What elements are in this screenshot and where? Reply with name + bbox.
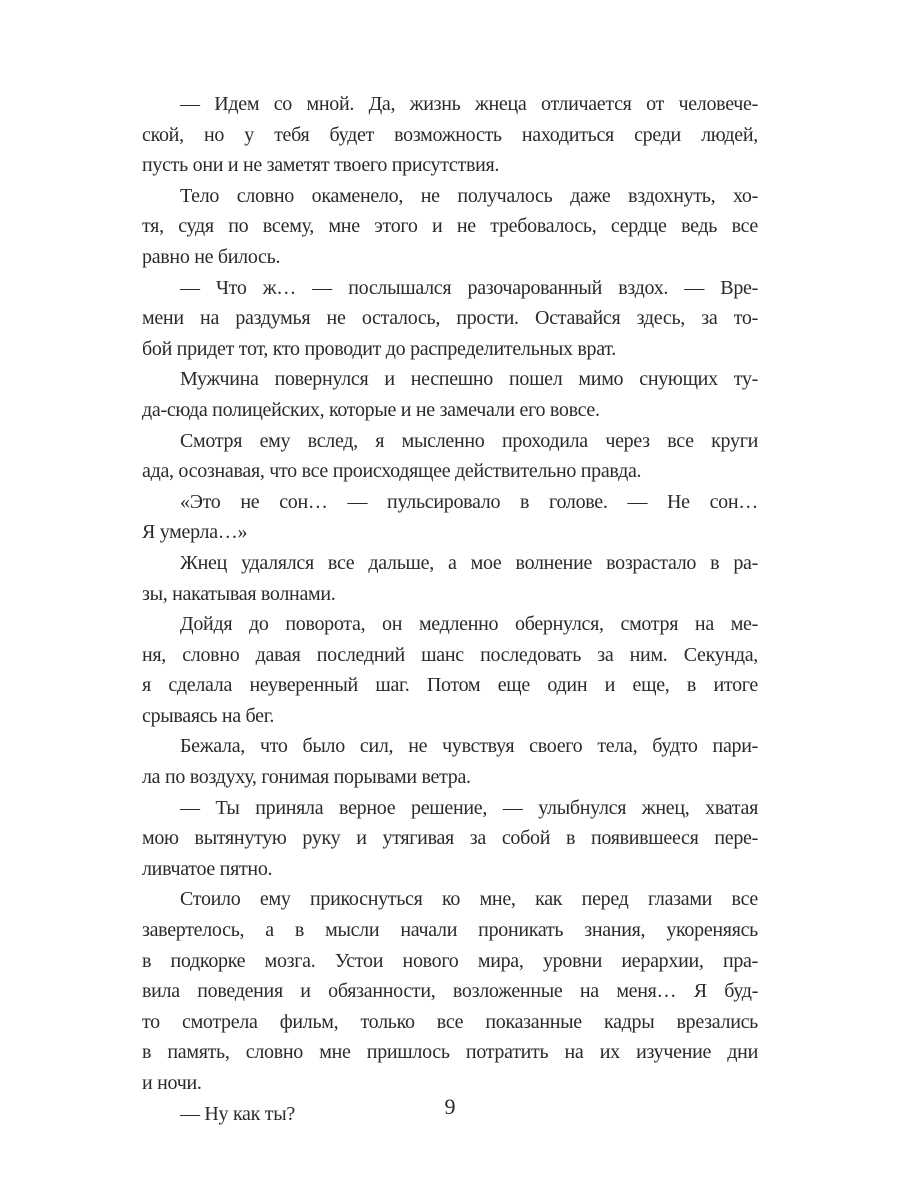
paragraph bbox=[142, 731, 758, 792]
paragraph bbox=[142, 609, 758, 731]
text-line: Стоило ему прикоснуться ко мне, как перед глазами все bbox=[180, 888, 758, 911]
text-line: ня, словно давая последний шанс последовать за ним. Секунда, bbox=[142, 643, 758, 666]
text-line: вила поведения и обязанности, возложенные на меня… Я буд- bbox=[142, 980, 758, 1003]
text-line: зы, накатывая волнами. bbox=[142, 582, 336, 605]
text-line: Дойдя до поворота, он медленно обернулся, смотря на ме- bbox=[180, 613, 758, 636]
text-line: ла по воздуху, гонимая порывами ветра. bbox=[142, 766, 471, 789]
text-line: и ночи. bbox=[142, 1072, 202, 1094]
text-line: «Это не сон… — пульсировало в голове. — Не сон… bbox=[180, 490, 758, 513]
text-line: бой придет тот, кто проводит до распределительных врат. bbox=[142, 337, 616, 360]
text-line: Тело словно окаменело, не получалось даже вздохнуть, хо- bbox=[180, 184, 758, 207]
paragraph bbox=[142, 487, 758, 548]
paragraph bbox=[142, 181, 758, 273]
paragraph bbox=[142, 884, 758, 1098]
text-line: мени на раздумья не осталось, прости. Оставайся здесь, за то- bbox=[142, 307, 758, 330]
text-line: да-сюда полицейских, которые и не замечали его вовсе. bbox=[142, 398, 600, 421]
text-line: я сделала неуверенный шаг. Потом еще один и еще, в итоге bbox=[142, 674, 758, 697]
text-line: завертелось, а в мысли начали проникать знания, укореняясь bbox=[142, 919, 758, 942]
paragraph bbox=[142, 364, 758, 425]
paragraph bbox=[142, 548, 758, 609]
paragraph bbox=[142, 273, 758, 365]
text-line: ской, но у тебя будет возможность находиться среди людей, bbox=[142, 123, 758, 146]
text-line: — Ну как ты? bbox=[180, 1102, 295, 1125]
book-page-text bbox=[142, 89, 758, 1129]
text-line: мою вытянутую руку и утягивая за собой в появившееся пере- bbox=[142, 827, 758, 850]
text-line: Бежала, что было сил, не чувствуя своего тела, будто пари- bbox=[180, 735, 758, 758]
paragraph bbox=[142, 89, 758, 181]
text-line: равно не билось. bbox=[142, 245, 281, 268]
text-line: ада, осознавая, что все происходящее действительно правда. bbox=[142, 460, 642, 483]
paragraph bbox=[142, 793, 758, 885]
text-line: ливчатое пятно. bbox=[142, 857, 273, 880]
text-line: — Ты приняла верное решение, — улыбнулся жнец, хватая bbox=[180, 796, 758, 819]
text-line: в память, словно мне пришлось потратить на их изучение дни bbox=[142, 1041, 758, 1064]
paragraph bbox=[142, 426, 758, 487]
text-line: Смотря ему вслед, я мысленно проходила через все круги bbox=[180, 429, 758, 452]
text-line: Жнец удалялся все дальше, а мое волнение возрастало в ра- bbox=[180, 551, 758, 574]
text-line: Мужчина повернулся и неспешно пошел мимо снующих ту- bbox=[180, 368, 758, 391]
text-line: в подкорке мозга. Устои нового мира, уровни иерархии, пра- bbox=[142, 949, 758, 972]
text-line: — Идем со мной. Да, жизнь жнеца отличается от человече- bbox=[180, 93, 758, 115]
text-line: Я умерла…» bbox=[142, 521, 248, 544]
text-line: — Что ж… — послышался разочарованный вздох. — Вре- bbox=[180, 276, 758, 299]
text-line: то смотрела фильм, только все показанные кадры врезались bbox=[142, 1010, 758, 1033]
page-number: 9 bbox=[444, 1094, 456, 1119]
text-line: тя, судя по всему, мне этого и не требовалось, сердце ведь все bbox=[142, 215, 758, 238]
text-line: пусть они и не заметят твоего присутствия. bbox=[142, 154, 500, 177]
text-line: срываясь на бег. bbox=[142, 704, 275, 727]
